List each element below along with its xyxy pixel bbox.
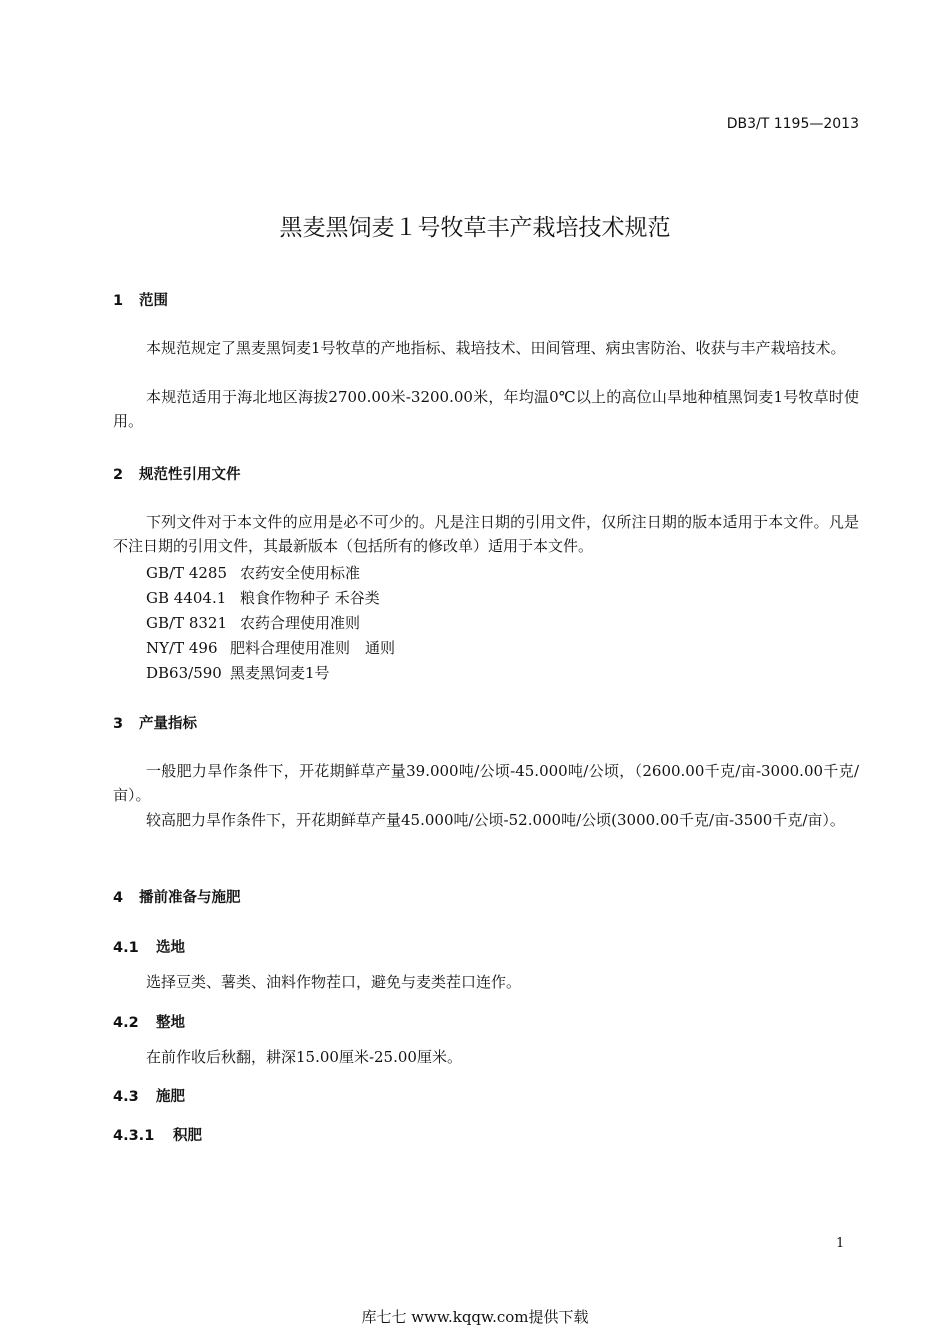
section-number: 1: [113, 293, 124, 309]
reference-code: GB 4404.1: [146, 589, 227, 607]
section-number: 3: [113, 716, 124, 732]
download-footer: 库七七 www.kqqw.com提供下载: [361, 1308, 589, 1326]
reference-item: [146, 587, 380, 608]
section-title: 范围: [139, 293, 168, 309]
subsection-4-1-heading: [113, 936, 185, 957]
reference-code: NY/T 496: [146, 639, 218, 657]
section-number: 4.3.1: [113, 1128, 155, 1144]
paragraph: 较高肥力旱作条件下，开花期鲜草产量45.000吨/公顷-52.000吨/公顷(3000.00千克/亩-3500千克/亩）。: [146, 811, 845, 829]
section-title: 整地: [156, 1015, 185, 1031]
paragraph: 下列文件对于本文件的应用是必不可少的。凡是注日期的引用文件，仅所注日期的版本适用于本文件。凡是不注日期的引用文件，其最新版本（包括所有的修改单）适用于本文件。: [113, 513, 859, 555]
reference-name: 黑麦黑饲麦1号: [230, 664, 330, 682]
page-number: 1: [836, 1236, 845, 1251]
section-title: 播前准备与施肥: [139, 890, 241, 906]
section-number: 2: [113, 467, 124, 483]
section-number: 4.3: [113, 1089, 139, 1105]
reference-name: 农药合理使用准则: [240, 614, 361, 632]
paragraph: 选择豆类、薯类、油料作物茬口，避免与麦类茬口连作。: [146, 973, 522, 991]
section-title: 积肥: [173, 1128, 202, 1144]
section-4-heading: [113, 886, 241, 907]
reference-name: 粮食作物种子 禾谷类: [240, 589, 380, 607]
reference-code: GB/T 4285: [146, 564, 228, 582]
reference-name: 肥料合理使用准则 通则: [230, 639, 396, 657]
subsection-4-3-1-heading: [113, 1124, 202, 1145]
section-number: 4.2: [113, 1015, 139, 1031]
reference-item: [146, 562, 360, 583]
paragraph: 本规范规定了黑麦黑饲麦1号牧草的产地指标、栽培技术、田间管理、病虫害防治、收获与丰产栽培技术。: [146, 339, 846, 357]
reference-code: GB/T 8321: [146, 614, 228, 632]
reference-item: [146, 637, 395, 658]
subsection-4-2-heading: [113, 1011, 185, 1032]
document-code: DB3/T 1195—2013: [726, 116, 859, 132]
section-1-heading: [113, 289, 168, 310]
paragraph: 一般肥力旱作条件下，开花期鲜草产量39.000吨/公顷-45.000吨/公顷，（2600.00千克/亩-3000.00千克/亩）。: [113, 762, 859, 804]
section-title: 产量指标: [139, 716, 197, 732]
paragraph: 本规范适用于海北地区海拔2700.00米-3200.00米，年均温0℃以上的高位山旱地种植黑饲麦1号牧草时使用。: [113, 388, 859, 430]
section-title: 选地: [156, 940, 185, 956]
section-3-heading: [113, 712, 197, 733]
section-number: 4.1: [113, 940, 139, 956]
section-title: 施肥: [156, 1089, 185, 1105]
reference-item: [146, 662, 330, 683]
section-title: 规范性引用文件: [139, 467, 241, 483]
subsection-4-3-heading: [113, 1085, 185, 1106]
reference-name: 农药安全使用标准: [240, 564, 361, 582]
reference-code: DB63/590: [146, 664, 222, 682]
page-title: 黑麦黑饲麦１号牧草丰产栽培技术规范: [279, 215, 671, 241]
paragraph: 在前作收后秋翻，耕深15.00厘米-25.00厘米。: [146, 1048, 462, 1066]
reference-item: [146, 612, 360, 633]
section-number: 4: [113, 890, 124, 906]
section-2-heading: [113, 463, 241, 484]
